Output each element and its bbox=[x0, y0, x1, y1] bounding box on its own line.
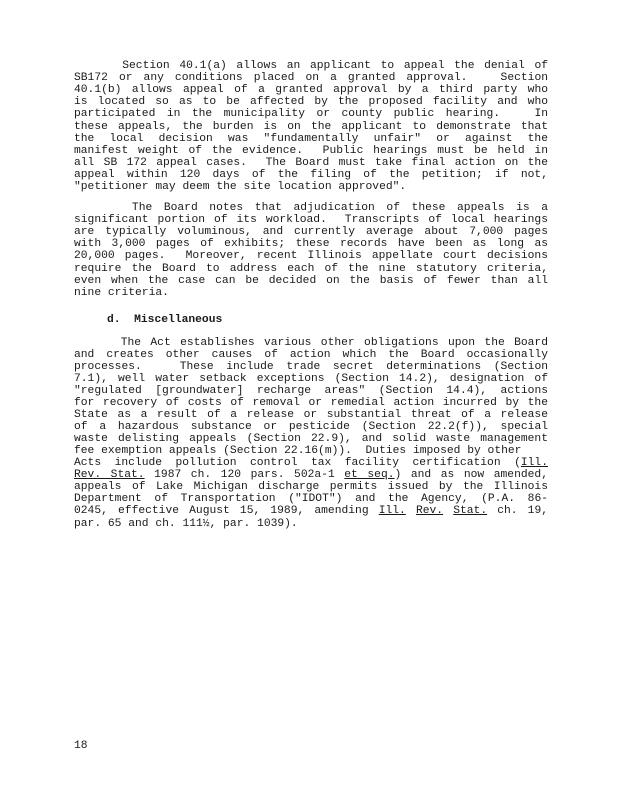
paragraph-line: manifest weight of the evidence. Public hearings must be held in bbox=[74, 144, 548, 157]
paragraph-line: appeal within 120 days of the filing of the petition; if not, bbox=[74, 168, 548, 181]
paragraph-line: The Act establishes various other obligations upon the Board bbox=[74, 337, 548, 349]
paragraph-line: "regulated [groundwater] recharge areas" (Section 14.4), actions bbox=[74, 385, 548, 397]
paragraph-line: processes. These include trade secret determinations (Section bbox=[74, 361, 548, 373]
paragraph-line: SB172 or any conditions placed on a granted approval. Section bbox=[74, 72, 548, 85]
paragraph-line: are typically voluminous, and currently average about 7,000 pages bbox=[74, 226, 548, 239]
paragraph-line: 7.1), well water setback exceptions (Section 14.2), designation of bbox=[74, 373, 548, 385]
section-heading-miscellaneous: d. Miscellaneous bbox=[107, 314, 223, 326]
paragraph-line: participated in the municipality or county public hearing. In bbox=[74, 108, 548, 121]
paragraph-line: "petitioner may deem the site location approved". bbox=[74, 181, 407, 193]
paragraph-line: State as a result of a release or substantial threat of a release bbox=[74, 409, 548, 421]
paragraph-line: require the Board to address each of the nine statutory criteria, bbox=[74, 262, 548, 275]
paragraph-line: par. 65 and ch. 111½, par. 1039). bbox=[74, 517, 298, 530]
paragraph-line: Rev. Stat. 1987 ch. 120 pars. 502a-1 et seq.) and as now amended, bbox=[74, 469, 548, 482]
paragraph-line: Section 40.1(a) allows an applicant to appeal the denial of bbox=[74, 60, 548, 72]
paragraph-line: even when the case can be decided on the basis of fewer than all bbox=[74, 274, 548, 287]
page-number: 18 bbox=[74, 740, 88, 752]
paragraph-line: with 3,000 pages of exhibits; these records have been as long as bbox=[74, 238, 548, 251]
paragraph-line: The Board notes that adjudication of these appeals is a bbox=[74, 202, 548, 214]
paragraph-line: fee exemption appeals (Section 22.16(m)). Duties imposed by other bbox=[74, 445, 522, 457]
paragraph-line: for recovery of costs of removal or remedial action incurred by the bbox=[74, 397, 548, 409]
paragraph-line: of a hazardous substance or pesticide (Section 22.2(f)), special bbox=[74, 421, 548, 433]
paragraph-line: these appeals, the burden is on the applicant to demonstrate that bbox=[74, 120, 548, 133]
paragraph-line: all SB 172 appeal cases. The Board must take final action on the bbox=[74, 156, 548, 169]
paragraph-line: Acts include pollution control tax facility certification (Ill. bbox=[74, 457, 548, 469]
paragraph-line: significant portion of its workload. Transcripts of local hearings bbox=[74, 214, 548, 227]
paragraph-line: and creates other causes of action which the Board occasionally bbox=[74, 349, 548, 361]
paragraph-line: the local decision was "fundamentally unfair" or against the bbox=[74, 132, 548, 145]
paragraph-line: 40.1(b) allows appeal of a granted approval by a third party who bbox=[74, 84, 548, 97]
paragraph-line: 0245, effective August 15, 1989, amending Ill. Rev. Stat. ch. 19, bbox=[74, 505, 548, 518]
paragraph-line: Department of Transportation ("IDOT") and the Agency, (P.A. 86- bbox=[74, 493, 548, 506]
paragraph-line: 20,000 pages. Moreover, recent Illinois appellate court decisions bbox=[74, 250, 548, 263]
paragraph-line: waste delisting appeals (Section 22.9), and solid waste management bbox=[74, 433, 548, 445]
paragraph-line: is located so as to be affected by the proposed facility and who bbox=[74, 96, 548, 109]
paragraph-line: nine criteria. bbox=[74, 286, 169, 299]
paragraph-line: appeals of Lake Michigan discharge permits issued by the Illinois bbox=[74, 481, 548, 494]
